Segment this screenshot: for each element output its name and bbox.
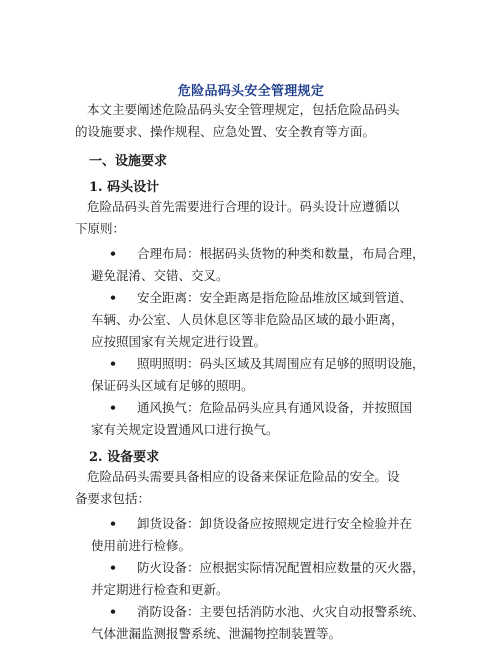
intro-line-2: 的设施要求、操作规程、应急处置、安全教育等方面。 <box>75 124 376 139</box>
list-item-text: 合理布局：根据码头货物的种类和数量，布局合理， <box>137 246 425 261</box>
subsection-heading-dock-design: 1. 码头设计 <box>89 180 160 195</box>
list-item-text: 通风换气：危险品码头应具有通风设备，并按照国 <box>137 400 413 415</box>
bullet-marker: • <box>109 400 117 415</box>
list-item <box>91 397 451 441</box>
subsection-heading-equipment: 2. 设备要求 <box>89 450 160 465</box>
bullet-marker: • <box>109 356 117 371</box>
list-item-text: 照明照明：码头区域及其周围应有足够的照明设施， <box>137 356 425 371</box>
bullet-marker: • <box>109 516 117 531</box>
list-item <box>91 601 451 645</box>
list-item <box>91 513 451 557</box>
list-item-text: 安全距离：安全距离是指危险品堆放区域到管道、 <box>137 290 413 305</box>
intro-paragraph <box>75 99 435 143</box>
section-heading-facilities: 一、设施要求 <box>89 154 168 169</box>
list-item-text: 防火设备：应根据实际情况配置相应数量的灭火器， <box>137 560 425 575</box>
equipment-paragraph <box>75 466 435 510</box>
dock-design-line-2: 下原则： <box>75 221 126 236</box>
bullet-marker: • <box>109 560 117 575</box>
list-item <box>91 287 451 353</box>
list-item-text: 保证码头区域有足够的照明。 <box>91 378 254 393</box>
bullet-marker: • <box>109 290 117 305</box>
intro-line-1: 本文主要阐述危险品码头安全管理规定，包括危险品码头 <box>87 102 400 117</box>
dock-design-line-1: 危险品码头首先需要进行合理的设计。码头设计应遵循以 <box>87 199 400 214</box>
bullet-marker: • <box>109 246 117 261</box>
list-item-text: 应按照国家有关规定进行设置。 <box>91 334 267 349</box>
list-item-text: 使用前进行检修。 <box>91 538 192 553</box>
list-item-text: 气体泄漏监测报警系统、泄漏物控制装置等。 <box>91 626 342 641</box>
equipment-line-2: 备要求包括： <box>75 491 151 506</box>
list-item-text: 家有关规定设置通风口进行换气。 <box>91 422 279 437</box>
list-item-text: 消防设备：主要包括消防水池、火灾自动报警系统、 <box>137 604 425 619</box>
bullet-marker: • <box>109 604 117 619</box>
list-item <box>91 557 451 601</box>
list-item <box>91 243 451 287</box>
equipment-line-1: 危险品码头需要具备相应的设备来保证危险品的安全。设 <box>87 469 400 484</box>
list-item-text: 车辆、办公室、人员休息区等非危险品区域的最小距离， <box>91 312 404 327</box>
list-item-text: 并定期进行检查和更新。 <box>91 582 229 597</box>
list-item <box>91 353 451 397</box>
list-item-text: 卸货设备：卸货设备应按照规定进行安全检验并在 <box>137 516 413 531</box>
document-title: 危险品码头安全管理规定 <box>177 84 325 99</box>
list-item-text: 避免混淆、交错、交叉。 <box>91 268 229 283</box>
dock-design-paragraph <box>75 196 435 240</box>
